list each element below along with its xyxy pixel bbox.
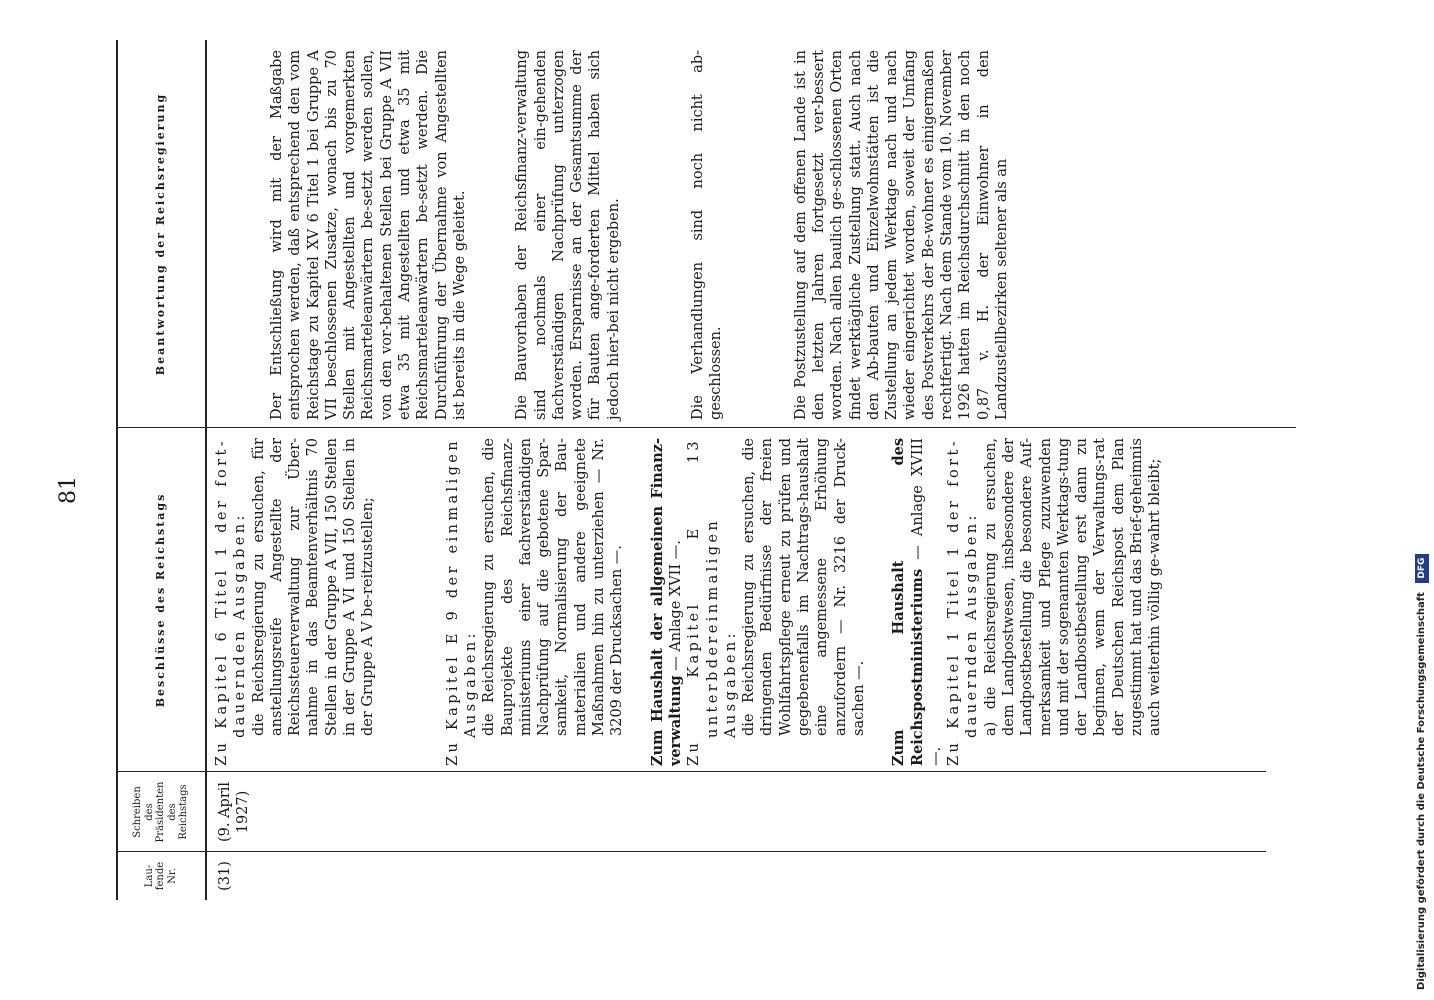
- column-divider-2: [116, 771, 1266, 772]
- beschluss-3-title-suffix: — Anlage XVII —.: [667, 540, 684, 671]
- beschluss-4-title-block: [890, 438, 945, 766]
- row-date: (9. April 1927): [217, 781, 252, 843]
- beschluss-4-heading: Zu Kapitel 1 Titel 1 der fort-dauernden Ausgaben:: [946, 438, 981, 766]
- header-laufende-nr: Lau- fende Nr.: [143, 861, 178, 891]
- beschluss-3-heading: Zu Kapitel E 13 unterbdereinmaligen Ausgaben:: [686, 438, 739, 766]
- dfg-logo: DFG: [1415, 554, 1429, 583]
- antwort-2: Die Bauvorhaben der Reichsfinanz-verwaltung sind nochmals einer ein-gehenden fachverständigen Nachprüfung unterzogen worden. Ersparnisse an der Gesamtsumme der für Bauten ange-forderten Mittel haben sich jedoch hier-bei nicht ergeben.: [514, 50, 622, 420]
- header-schreiben: Schreiben des Präsidenten des Reichstags: [132, 781, 190, 843]
- antwort-4: Die Postzustellung auf dem offenen Lande ist in den letzten Jahren fortgesetzt ver-bessert worden. Nach allen baulich ge-schlossenen Orten findet werktägliche Zustellung statt. Auch nach den Ab-bauten und Einzelwohnstätten ist die Zustellung an jedem Werktage nach und nach wieder eingerichtet worden, soweit der Umfang des Postverkehrs der Be-wohner es einigermaßen rechtfertigt. Nach dem Stande vom 10. November 1926 hatten im Reichsdurchschnitt in den noch 0,87 v. H. der Einwohner in den Landzustellbezirken seltener als an: [792, 50, 1010, 420]
- beschluss-4-text: a) die Reichsregierung zu ersuchen, dem Landpostwesen, insbesondere der Landpostbestellung die besondere Auf-merksamkeit und Pflege zuzuwenden und mit der sogenannten Werktags-tung der Landbostbestellung erst dann zu beginnen, wenn der Verwaltungs-rat der Deutschen Reichspost dem Plan zugestimmt hat und das Brief-geheimnis auch weiterhin völlig ge-wahrt bleibt;: [982, 438, 1164, 736]
- beschluss-1-text: die Reichsregierung zu ersuchen, für anstellungsreife Angestellte der Reichssteuerverwaltung zur Über-nahme in das Beamtenverhältnis 70 Stellen in der Gruppe A VII, 150 Stellen in der Gruppe A VI und 150 Stellen in der Gruppe A V be-reitzustellen;: [250, 438, 377, 736]
- beschluss-3-title-block: [649, 438, 686, 766]
- beschluss-3-text: die Reichsregierung zu ersuchen, die dringenden Bedürfnisse der freien Wohlfahrtspflege erneut zu prüfen und gegebenenfalls im Nachtrags-haushalt eine angemessene Erhöhung anzufordern — Nr. 3216 der Druck-sachen —.: [741, 438, 867, 736]
- beschluss-2-heading: Zu Kapitel E 9 der einmaligen Ausgaben:: [444, 438, 479, 766]
- beschluss-2-text: die Reichsregierung zu ersuchen, die Bauprojekte des Reichsfinanz-ministeriums einer fachverständigen Nachprüfung auf die gebotene Spar-samkeit, Normalisierung der Bau-materialien und andere geeignete Maßnahmen hin zu unterziehen — Nr. 3209 der Drucksachen —.: [481, 438, 626, 736]
- credit-text: Digitalisierung gefördert durch die Deutsche Forschungsgemeinschaft: [1416, 592, 1427, 990]
- header-beschluesse: Beschlüsse des Reichstags: [153, 492, 167, 708]
- header-beantwortung: Beantwortung der Reichsregierung: [153, 92, 167, 376]
- page-number: 81: [56, 476, 81, 504]
- row-number: (31): [217, 861, 233, 891]
- column-divider-3: [116, 427, 1296, 428]
- antwort-3: Die Verhandlungen sind noch nicht ab-geschlossen.: [690, 50, 725, 420]
- antwort-1: Der Entschließung wird mit der Maßgabe entsprochen werden, daß entsprechend den vom Reichstage zu Kapitel XV 6 Titel 1 bei Gruppe A VII beschlossenen Zusatze, wonach bis zu 70 Stellen mit Angestellten und vorgemerkten Reichsmarteleanwärtern be-setzt werden sollen, von den vor-behaltenen Stellen bei Gruppe A VII etwa 35 mit Angestellten und etwa 35 mit Reichsmarteleanwärtern be-setzt werden. Die Durchführung der Übernahme von Angestellten ist bereits in die Wege geleitet.: [269, 50, 468, 420]
- beschluss-4-title: Zum Haushalt des Reichspostministeriums: [890, 438, 926, 766]
- beschluss-1-heading: Zu Kapitel 6 Titel 1 der fort-dauernden Ausgaben:: [214, 438, 249, 766]
- digitization-credit: [1408, 10, 1434, 990]
- beschluss-3-title: Zum Haushalt der allgemeinen Finanz-verwaltung: [648, 438, 684, 766]
- column-divider-1: [116, 851, 1266, 852]
- beschluss-4-title-suffix: — Anlage XVIII —.: [909, 438, 944, 766]
- beantwortung-column: [268, 50, 1011, 420]
- beschluesse-column: [213, 438, 1165, 766]
